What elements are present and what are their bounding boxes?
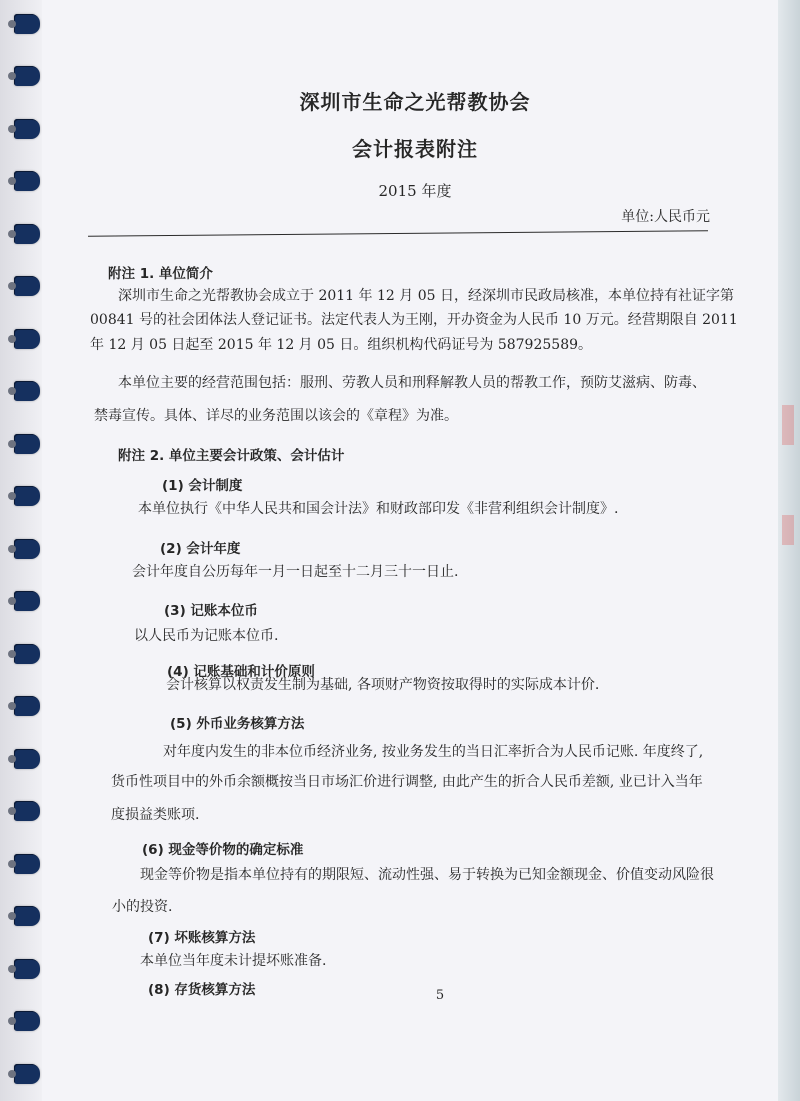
paragraph-line: 现金等价物是指本单位持有的期限短、流动性强、易于转换为已知金额现金、价值变动风险很 — [140, 867, 714, 883]
binding-ring — [14, 696, 40, 716]
subsection-heading: (1) 会计制度 — [162, 478, 243, 494]
binding-ring — [14, 749, 40, 769]
subsection-heading: (3) 记账本位币 — [164, 603, 258, 619]
paragraph-line: 会计核算以权责发生制为基础, 各项财产物资按取得时的实际成本计价. — [166, 677, 600, 693]
binding-ring — [14, 66, 40, 86]
section-heading-note-2: 附注 2. 单位主要会计政策、会计估计 — [118, 448, 345, 464]
subsection-heading: (4) 记账基础和计价原则 — [167, 664, 315, 680]
paragraph-line: 以人民币为记账本位币. — [134, 628, 279, 644]
binding-ring — [14, 644, 40, 664]
report-title: 会计报表附注 — [352, 137, 478, 161]
paragraph-line: 本单位主要的经营范围包括：服刑、劳教人员和刑释解教人员的帮教工作，预防艾滋病、防毒、 — [118, 375, 706, 391]
binding-ring — [14, 381, 40, 401]
red-stamp-fragment — [782, 405, 794, 445]
paragraph-line: 小的投资. — [112, 899, 173, 915]
binding-ring — [14, 1011, 40, 1031]
binding-spine — [0, 0, 42, 1101]
subsection-heading: (7) 坏账核算方法 — [148, 930, 256, 946]
subsection-heading: (2) 会计年度 — [160, 541, 241, 557]
binding-ring — [14, 959, 40, 979]
binding-ring — [14, 329, 40, 349]
binding-ring — [14, 906, 40, 926]
org-name-title: 深圳市生命之光帮教协会 — [299, 90, 531, 114]
red-stamp-fragment — [782, 515, 794, 545]
paragraph-line: 度损益类账项. — [111, 807, 200, 823]
binding-ring — [14, 224, 40, 244]
page-edge — [778, 0, 800, 1101]
paragraph-line: 货币性项目中的外币余额概按当日市场汇价进行调整, 由此产生的折合人民币差额, 业已计入当年 — [111, 774, 703, 790]
binding-ring — [14, 486, 40, 506]
binding-ring — [14, 434, 40, 454]
binding-ring — [14, 276, 40, 296]
paragraph-line: 本单位当年度未计提坏账准备. — [140, 953, 327, 969]
subsection-heading: (5) 外币业务核算方法 — [170, 716, 305, 732]
paragraph-line: 本单位执行《中华人民共和国会计法》和财政部印发《非营利组织会计制度》. — [138, 501, 619, 517]
binding-ring — [14, 591, 40, 611]
binding-ring — [14, 801, 40, 821]
page-number: 5 — [435, 988, 445, 1003]
subsection-heading: (6) 现金等价物的确定标准 — [142, 842, 304, 858]
paragraph-line: 会计年度自公历每年一月一日起至十二月三十一日止. — [132, 564, 459, 580]
binding-ring — [14, 539, 40, 559]
currency-unit: 单位:人民币元 — [621, 209, 710, 225]
header-rule — [88, 230, 708, 236]
binding-ring — [14, 854, 40, 874]
paragraph-line: 禁毒宣传。具体、详尽的业务范围以该会的《章程》为准。 — [94, 408, 458, 424]
paragraph-line: 深圳市生命之光帮教协会成立于 2011 年 12 月 05 日，经深圳市民政局核准，本单位持有社证字第 — [118, 288, 734, 304]
section-heading-note-1: 附注 1. 单位简介 — [108, 266, 213, 282]
binding-ring — [14, 14, 40, 34]
report-year: 2015 年度 — [378, 182, 452, 200]
paragraph-line: 00841 号的社会团体法人登记证书。法定代表人为王刚，开办资金为人民币 10 万元。经营期限自 2011 — [90, 312, 738, 328]
binding-ring — [14, 1064, 40, 1084]
subsection-heading: (8) 存货核算方法 — [148, 982, 256, 998]
paragraph-line: 年 12 月 05 日起至 2015 年 12 月 05 日。组织机构代码证号为 587925589。 — [90, 337, 593, 353]
paragraph-line: 对年度内发生的非本位币经济业务, 按业务发生的当日汇率折合为人民币记账. 年度终了, — [163, 744, 704, 760]
